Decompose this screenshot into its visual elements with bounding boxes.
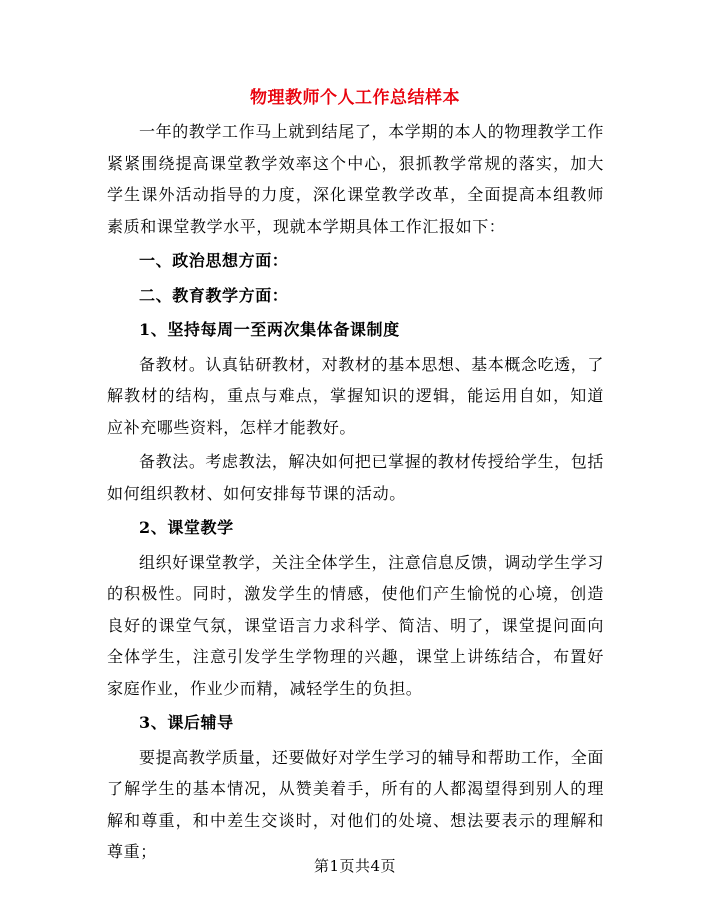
paragraph-after-class-tutoring: 要提高教学质量，还要做好对学生学习的辅导和帮助工作，全面了解学生的基本情况，从赞美着手，所有的人都渴望得到别人的理解和尊重，和中差生交谈时，对他们的处境、想法要表示的理解和尊重； xyxy=(107,747,604,861)
page-number: 第1页共4页 xyxy=(313,857,397,875)
subheading-classroom-teaching: 2、课堂教学 xyxy=(139,518,234,537)
subheading-lesson-prep: 1、坚持每周一至两次集体备课制度 xyxy=(139,320,400,339)
paragraph-prepare-methods: 备教法。考虑教法，解决如何把已掌握的教材传授给学生，包括如何组织教材、如何安排每节课的活动。 xyxy=(107,452,604,503)
section-heading-teaching: 二、教育教学方面： xyxy=(139,285,289,305)
paragraph-classroom-teaching: 组织好课堂教学，关注全体学生，注意信息反馈，调动学生学习的积极性。同时，激发学生的情感，使他们产生愉悦的心境，创造良好的课堂气氛，课堂语言力求科学、简洁、明了，课堂提问面向全体学生，注意引发学生学物理的兴趣，课堂上讲练结合，布置好家庭作业，作业少而精，减轻学生的负担。 xyxy=(107,552,604,698)
intro-paragraph: 一年的教学工作马上就到结尾了，本学期的本人的物理教学工作紧紧围绕提高课堂教学效率这个中心，狠抓教学常规的落实，加大学生课外活动指导的力度，深化课堂教学改革，全面提高本组教师素质和课堂教学水平，现就本学期具体工作汇报如下： xyxy=(107,122,604,236)
document-title: 物理教师个人工作总结样本 xyxy=(250,88,460,108)
section-heading-politics: 一、政治思想方面： xyxy=(139,251,289,270)
paragraph-prepare-materials: 备教材。认真钻研教材，对教材的基本思想、基本概念吃透，了解教材的结构，重点与难点，掌握知识的逻辑，能运用自如，知道应补充哪些资料，怎样才能教好。 xyxy=(107,354,604,437)
document-body xyxy=(107,116,604,868)
subheading-after-class-tutoring: 3、课后辅导 xyxy=(139,713,234,732)
